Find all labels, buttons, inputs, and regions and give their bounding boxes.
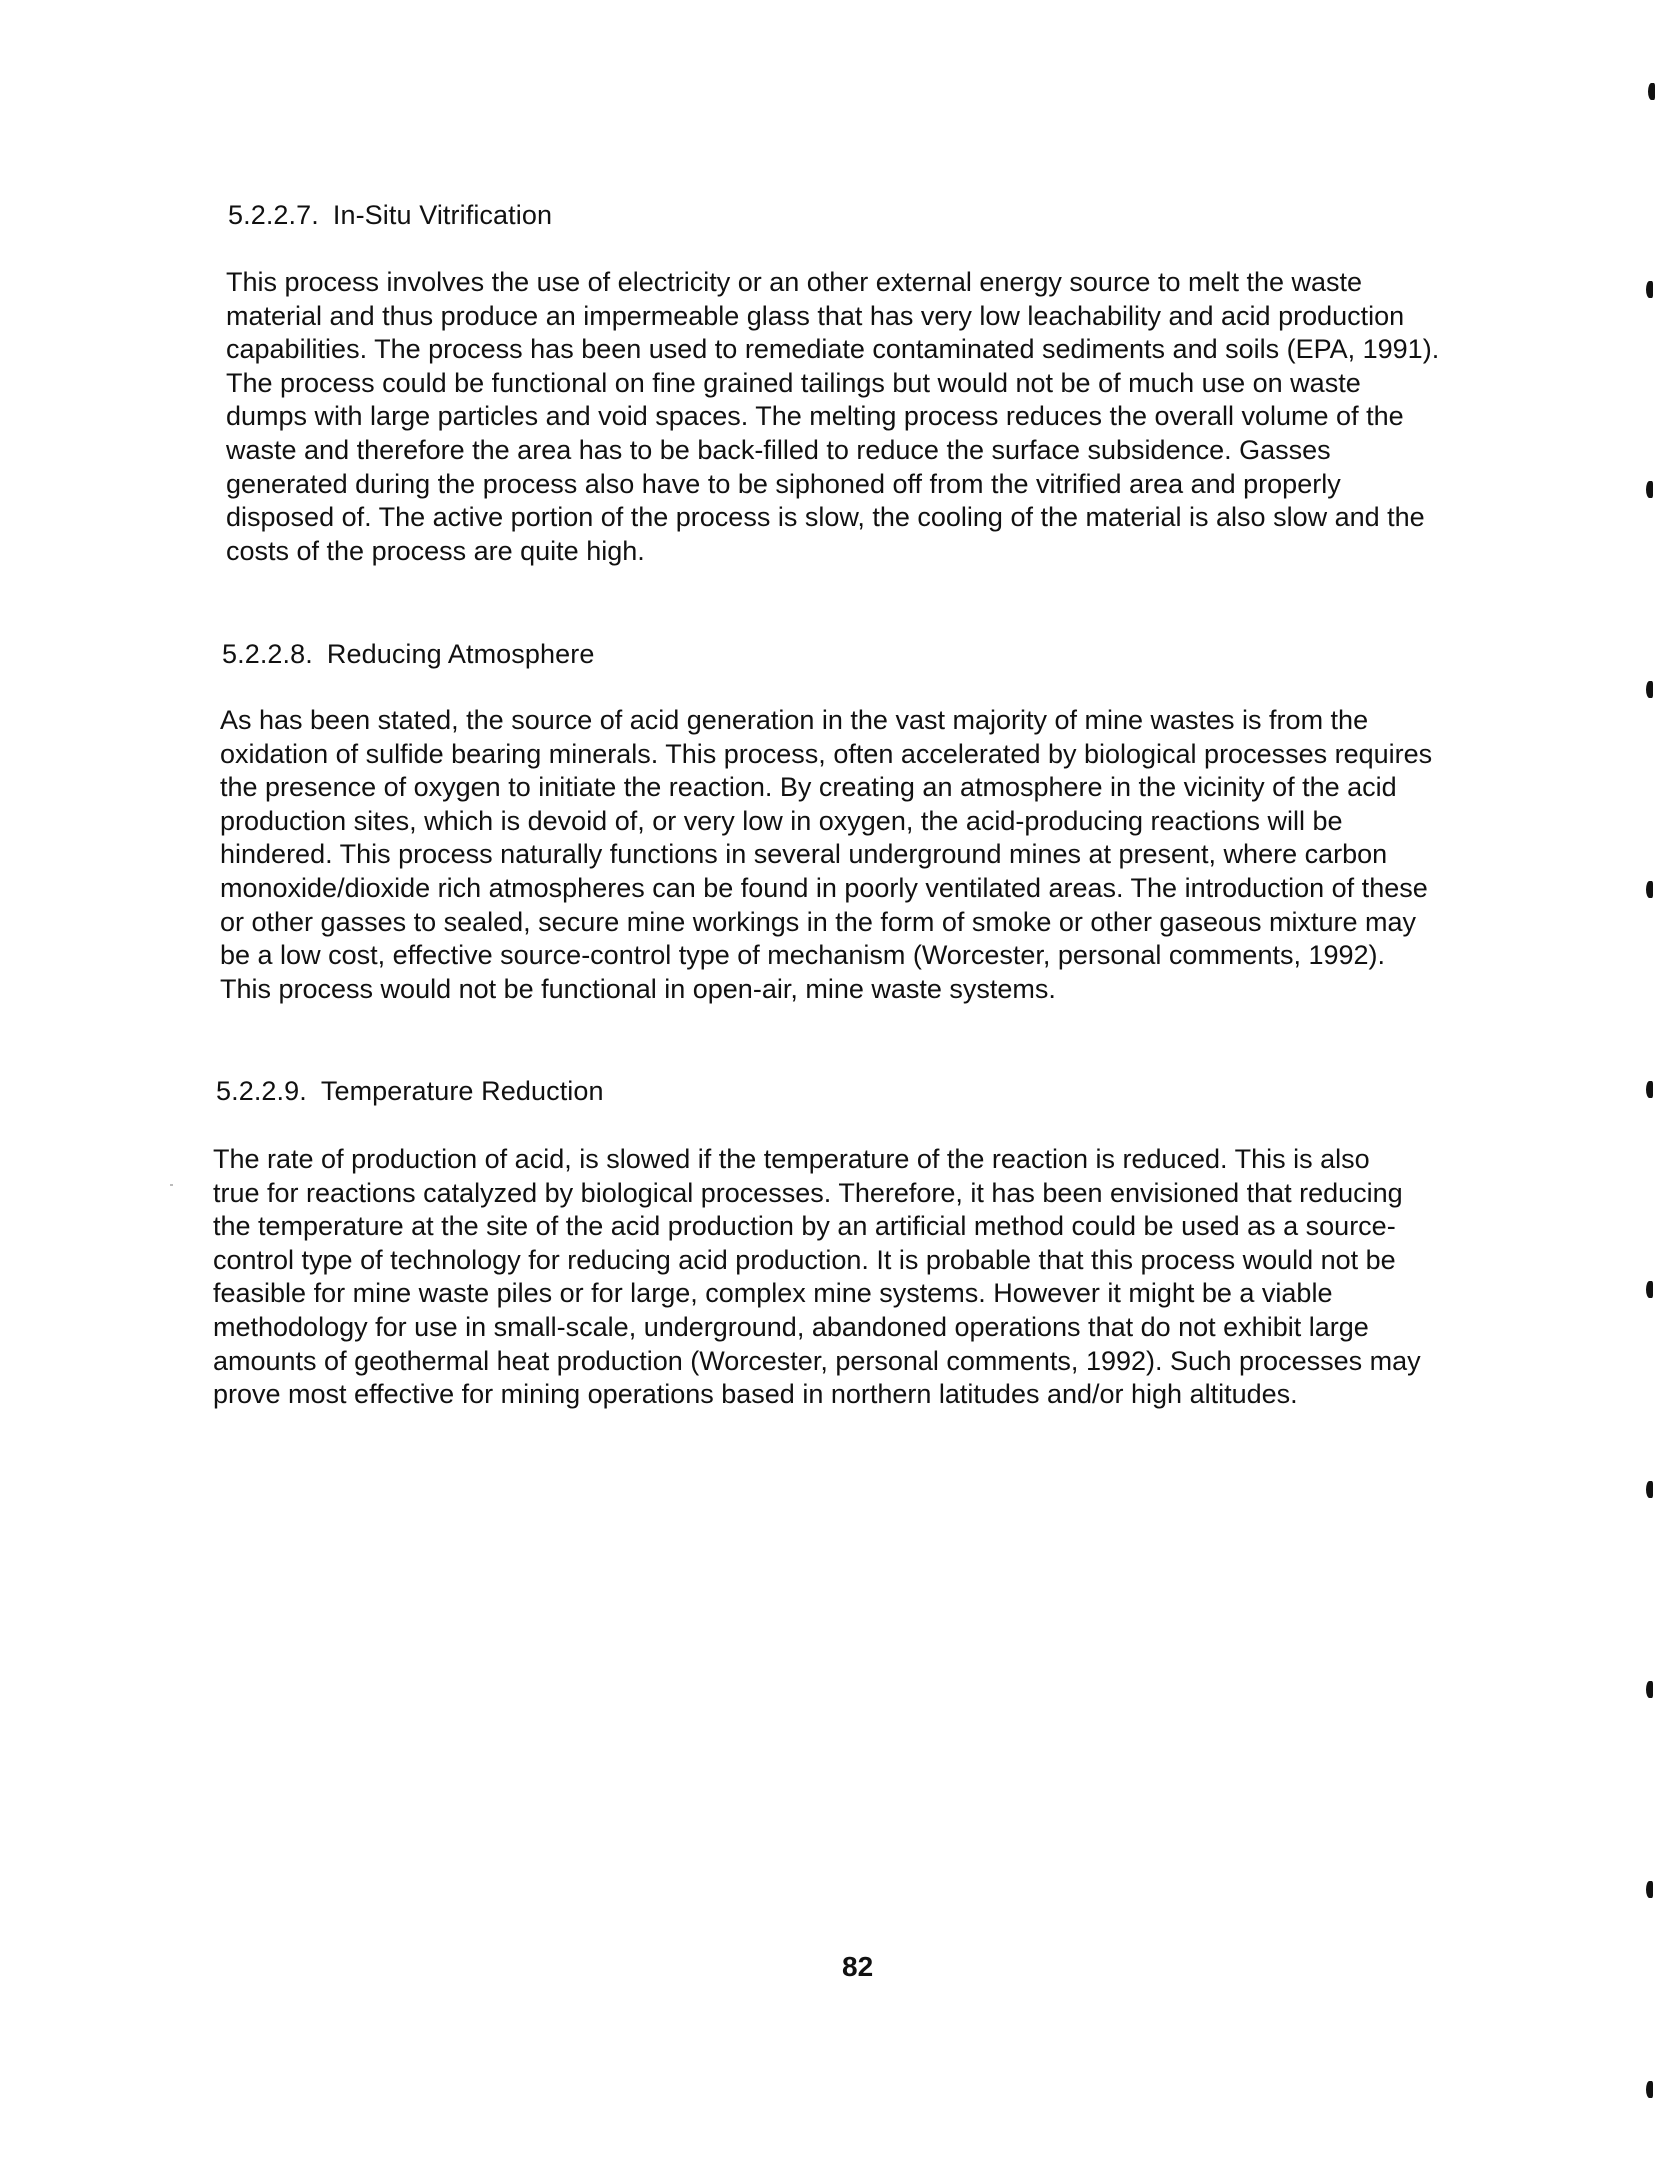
scan-artifact [170,1184,173,1186]
text-line: capabilities. The process has been used to remediate contaminated sediments and soils (EPA, 1991). [226,334,1440,365]
binding-mark [1646,2081,1653,2098]
text-line: The rate of production of acid, is slowed if the temperature of the reaction is reduced. This is also [213,1144,1370,1174]
paragraph-temperature-reduction [213,1143,1543,1412]
text-line: prove most effective for mining operations based in northern latitudes and/or high altitudes. [213,1379,1298,1410]
binding-mark [1646,1281,1653,1298]
text-line: hindered. This process naturally functions in several underground mines at present, where carbon [220,839,1388,870]
text-line: methodology for use in small-scale, underground, abandoned operations that do not exhibit large [213,1311,1369,1342]
text-line: waste and therefore the area has to be back-filled to reduce the surface subsidence. Gasses [226,434,1331,465]
paragraph-reducing-atmosphere [220,704,1550,1006]
text-line: generated during the process also have to be siphoned off from the vitrified area and properly [226,468,1341,499]
text-line: true for reactions catalyzed by biological processes. Therefore, it has been envisioned that reducing [213,1177,1403,1208]
binding-mark [1646,1881,1653,1898]
text-line: the temperature at the site of the acid production by an artificial method could be used as a source- [213,1211,1396,1242]
binding-mark [1646,281,1653,298]
text-line: control type of technology for reducing acid production. It is probable that this process would not be [213,1244,1396,1275]
text-line: oxidation of sulfide bearing minerals. This process, often accelerated by biological processes requires [220,738,1433,769]
binding-mark [1646,881,1653,898]
section-heading-reducing-atmosphere [222,637,594,671]
binding-mark [1648,83,1655,100]
section-number: 5.2.2.7. [228,200,319,230]
page-number: 82 [842,1951,874,1982]
binding-mark [1646,681,1653,698]
text-line: be a low cost, effective source-control type of mechanism (Worcester, personal comments, 1992). [220,940,1386,971]
text-line: As has been stated, the source of acid generation in the vast majority of mine wastes is from the [220,705,1369,735]
text-line: costs of the process are quite high. [226,535,645,566]
text-line: disposed of. The active portion of the process is slow, the cooling of the material is also slow and the [226,502,1425,533]
text-line: production sites, which is devoid of, or very low in oxygen, the acid-producing reactions will be [220,805,1343,836]
section-title: In-Situ Vitrification [332,200,553,230]
text-line: material and thus produce an impermeable glass that has very low leachability and acid production [226,300,1405,331]
binding-mark [1646,1081,1653,1098]
section-number: 5.2.2.8. [222,639,313,669]
section-title: Reducing Atmosphere [326,639,595,669]
text-line: amounts of geothermal heat production (Worcester, personal comments, 1992). Such processes may [213,1345,1421,1376]
section-heading-in-situ-vitrification [228,198,552,232]
binding-mark [1646,1681,1653,1698]
text-line: feasible for mine waste piles or for large, complex mine systems. However it might be a viable [213,1278,1333,1309]
section-title: Temperature Reduction [320,1076,604,1106]
text-line: This process would not be functional in open-air, mine waste systems. [220,973,1056,1004]
text-line: The process could be functional on fine grained tailings but would not be of much use on waste [226,367,1361,398]
text-line: monoxide/dioxide rich atmospheres can be found in poorly ventilated areas. The introduction of these [220,872,1428,903]
binding-mark [1646,1481,1653,1498]
paragraph-in-situ-vitrification [226,266,1556,568]
section-heading-temperature-reduction [216,1074,604,1108]
text-line: the presence of oxygen to initiate the reaction. By creating an atmosphere in the vicinity of the acid [220,772,1397,803]
text-line: This process involves the use of electricity or an other external energy source to melt the waste [226,267,1363,297]
text-line: dumps with large particles and void spaces. The melting process reduces the overall volume of the [226,401,1404,432]
section-number: 5.2.2.9. [216,1076,307,1106]
binding-mark [1646,481,1653,498]
text-line: or other gasses to sealed, secure mine workings in the form of smoke or other gaseous mixture may [220,906,1417,937]
